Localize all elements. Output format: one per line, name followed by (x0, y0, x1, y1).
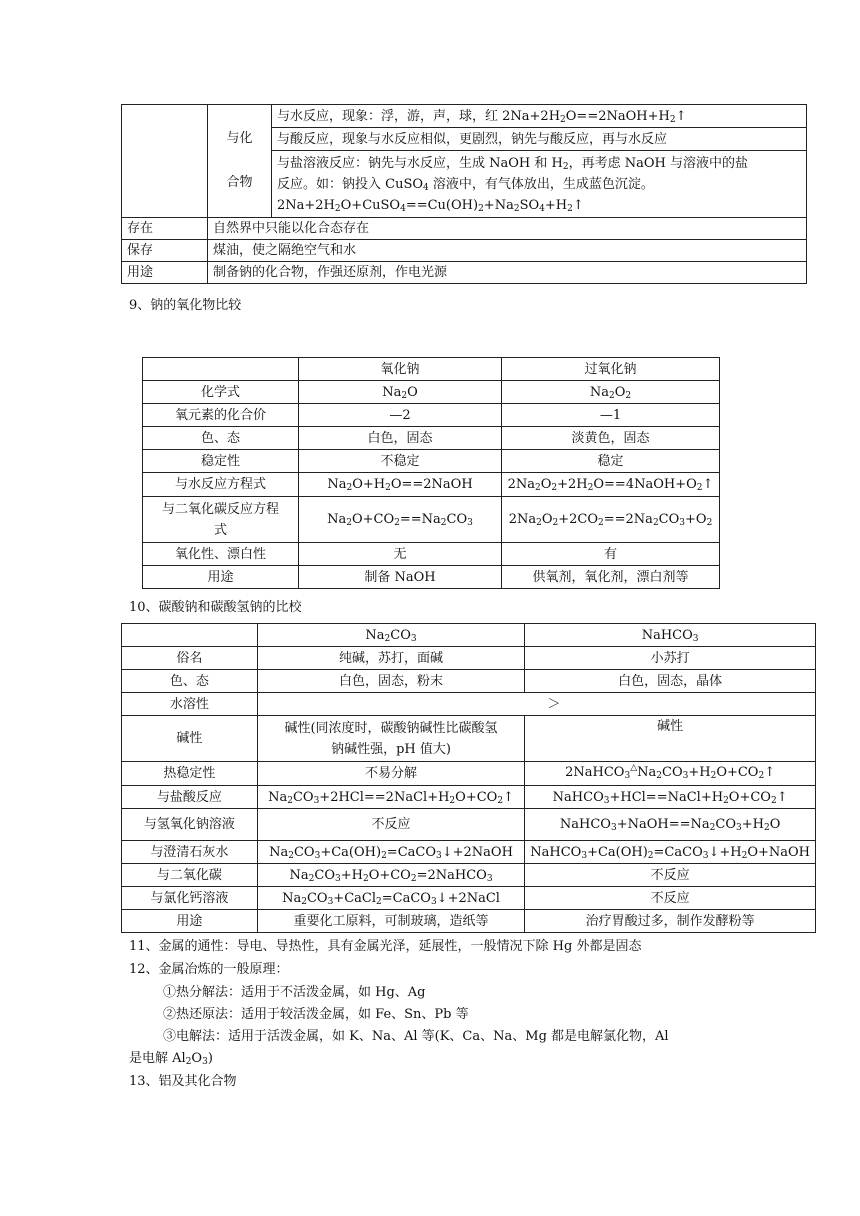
cell: 不反应 (525, 864, 816, 887)
cell: 白色，固态，晶体 (525, 670, 816, 693)
row-label: 热稳定性 (122, 762, 258, 786)
cell: 稳定 (502, 450, 720, 473)
cell: 不反应 (525, 887, 816, 910)
row-label: 氧元素的化合价 (143, 404, 299, 427)
row-label: 稳定性 (143, 450, 299, 473)
item-13: 13、铝及其化合物 (129, 1074, 237, 1089)
cell: 碱性(同浓度时，碳酸钠碱性比碳酸氢 钠碱性强，pH 值大) (257, 716, 524, 762)
header-nahco3: NaHCO$_3$ (525, 624, 816, 647)
header-na2o2: 过氧化钠 (502, 358, 720, 381)
empty-cell (122, 105, 208, 218)
cell: 小苏打 (525, 647, 816, 670)
header-empty (143, 358, 299, 381)
solubility-cell: ＞ (257, 693, 815, 716)
method-3-continued: 是电解 $Al_2O_3$) (129, 1051, 213, 1067)
header-empty (122, 624, 258, 647)
row-value: 制备钠的化合物，作强还原剂，作电光源 (208, 262, 807, 284)
cell: $Na_2CO_3+CaCl_2=CaCO_3↓+2NaCl$ (257, 887, 524, 910)
row-label: 保存 (122, 240, 208, 262)
row-label: 氧化性、漂白性 (143, 543, 299, 566)
method-3: ③电解法：适用于活泼金属，如 K、Na、Al 等(K、Ca、Na、Mg 都是电解氯化物，Al (163, 1029, 669, 1044)
cell: 不易分解 (257, 762, 524, 786)
heat-triangle-icon: △ (630, 763, 638, 773)
row-label: 存在 (122, 218, 208, 240)
cell: 不稳定 (299, 450, 502, 473)
cell: $Na_2O+CO_2==Na_2CO_3$ (299, 497, 502, 543)
section-heading-10: 10、碳酸钠和碳酸氢钠的比校 (129, 600, 302, 615)
cell: 供氧剂，氧化剂，漂白剂等 (502, 566, 720, 589)
compound-label: 与化 合物 (208, 105, 272, 218)
cell: 无 (299, 543, 502, 566)
cell: $NaHCO_3+NaOH==Na_2CO_3+H_2O$ (525, 809, 816, 841)
sodium-oxide-table (142, 357, 720, 589)
cell: 有 (502, 543, 720, 566)
cell: $2NaHCO_3^\triangle Na_2CO_3+H_2O+CO_2↑$ (525, 762, 816, 786)
sodium-properties-table (121, 104, 807, 284)
header-na2co3: $Na_2CO_3$ (257, 624, 524, 647)
formula-na2o: $Na_2O$ (299, 381, 502, 404)
row-label: 色、态 (122, 670, 258, 693)
item-12: 12、金属冶炼的一般原理： (129, 962, 289, 977)
method-1: ①热分解法：适用于不活泼金属，如 Hg、Ag (163, 985, 426, 1000)
cell: $NaHCO_3+Ca(OH)_2=CaCO_3↓+H_2O+NaOH$ (525, 841, 816, 864)
row-label: 与氯化钙溶液 (122, 887, 258, 910)
row-label: 俗名 (122, 647, 258, 670)
acid-reaction: 与酸反应，现象与水反应相似，更剧烈，钠先与酸反应，再与水反应 (272, 128, 807, 151)
row-value: 自然界中只能以化合态存在 (208, 218, 807, 240)
row-label: 与澄清石灰水 (122, 841, 258, 864)
cell: —1 (502, 404, 720, 427)
cell: 重要化工原料，可制玻璃，造纸等 (257, 910, 524, 933)
cell: $Na_2CO_3+Ca(OH)_2=CaCO_3↓+2NaOH$ (257, 841, 524, 864)
cell: $2Na_2O_2+2CO_2==2Na_2CO_3+O_2$ (502, 497, 720, 543)
cell: 白色，固态，粉末 (257, 670, 524, 693)
cell: 治疗胃酸过多，制作发酵粉等 (525, 910, 816, 933)
cell: $NaHCO_3+HCl==NaCl+H_2O+CO_2↑$ (525, 786, 816, 809)
water-reaction: 与水反应，现象：浮，游，声，球，红 $2Na+2H_2O==2NaOH+H_2↑$ (272, 105, 807, 128)
salt-reaction: 与盐溶液反应：钠先与水反应，生成 NaOH 和 $H_2$，再考虑 NaOH 与溶液中的盐 反应。如：钠投入 CuSO$_4$ 溶液中，有气体放出，生成蓝色沉淀。 $2Na+2H_2O+CuSO_4==Cu(OH)_2+Na_2SO_4+H_2↑$ (272, 151, 807, 218)
row-label: 用途 (143, 566, 299, 589)
row-label: 与二氧化碳反应方程 式 (143, 497, 299, 543)
row-label: 水溶性 (122, 693, 258, 716)
row-label: 色、态 (143, 427, 299, 450)
carbonate-comparison-table (121, 623, 816, 933)
cell: 不反应 (257, 809, 524, 841)
row-label: 碱性 (122, 716, 258, 762)
row-label: 与氢氧化钠溶液 (122, 809, 258, 841)
row-value: 煤油，使之隔绝空气和水 (208, 240, 807, 262)
item-11: 11、金属的通性：导电、导热性，具有金属光泽，延展性，一般情况下除 Hg 外都是固态 (129, 939, 642, 954)
cell: 制备 NaOH (299, 566, 502, 589)
row-label: 用途 (122, 910, 258, 933)
row-label: 与盐酸反应 (122, 786, 258, 809)
cell: 淡黄色，固态 (502, 427, 720, 450)
cell: 纯碱，苏打，面碱 (257, 647, 524, 670)
row-label: 化学式 (143, 381, 299, 404)
row-label: 与二氧化碳 (122, 864, 258, 887)
cell: 白色，固态 (299, 427, 502, 450)
cell: $Na_2O+H_2O==2NaOH$ (299, 473, 502, 497)
row-label: 与水反应方程式 (143, 473, 299, 497)
cell: —2 (299, 404, 502, 427)
header-na2o: 氧化钠 (299, 358, 502, 381)
cell: $2Na_2O_2+2H_2O==4NaOH+O_2↑$ (502, 473, 720, 497)
cell: $Na_2CO_3+H_2O+CO_2=2NaHCO_3$ (257, 864, 524, 887)
section-heading-9: 9、钠的氧化物比较 (129, 298, 242, 313)
row-label: 用途 (122, 262, 208, 284)
cell: 碱性 (525, 716, 816, 762)
cell: $Na_2CO_3+2HCl==2NaCl+H_2O+CO_2↑$ (257, 786, 524, 809)
method-2: ②热还原法：适用于较活泼金属，如 Fe、Sn、Pb 等 (163, 1007, 469, 1022)
formula-na2o2: $Na_2O_2$ (502, 381, 720, 404)
